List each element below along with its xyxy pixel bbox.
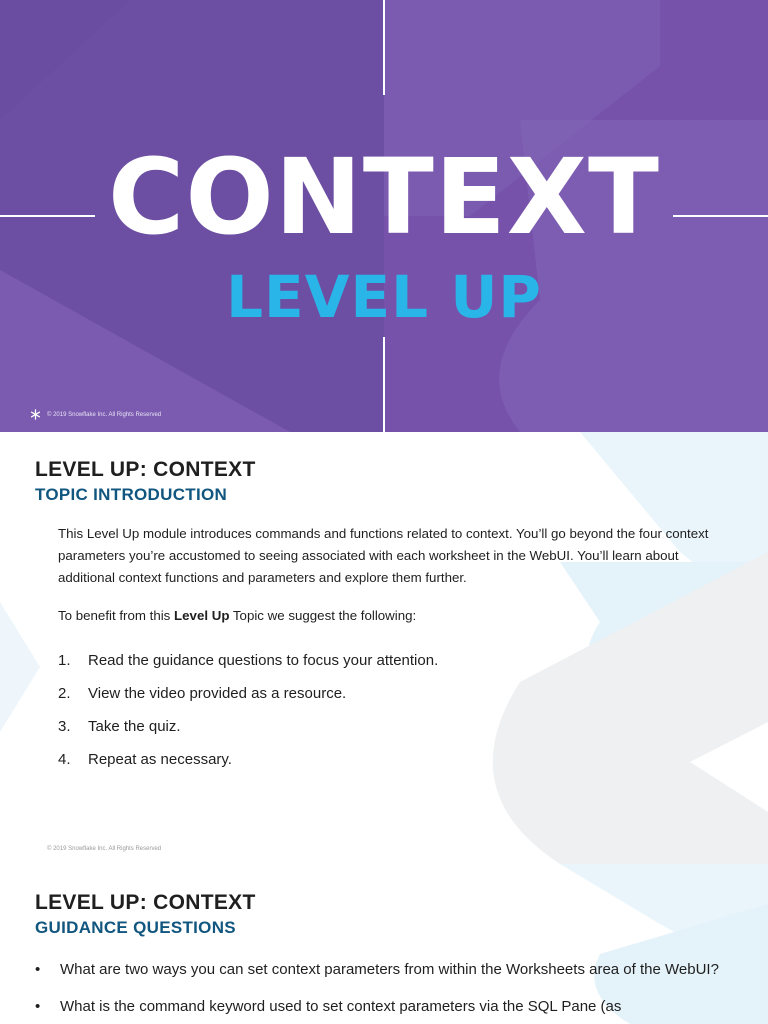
slide-footer	[30, 409, 161, 420]
suggestion-line	[58, 605, 718, 627]
copyright-text: © 2019 Snowflake Inc. All Rights Reserved	[47, 411, 162, 418]
list-item	[58, 685, 438, 718]
step-text: Repeat as necessary.	[88, 751, 232, 768]
slide-subheading: GUIDANCE QUESTIONS	[35, 918, 236, 937]
step-number: 2.	[58, 685, 71, 702]
copyright-text: © 2019 Snowflake Inc. All Rights Reserved	[47, 846, 162, 852]
intro-paragraph: This Level Up module introduces commands and functions related to context. You’ll go beyond the four context parameters you’re accustomed to seeing associated with each worksheet in the WebUI. You’ll learn about additional context functions and parameters and explore them further.	[58, 526, 709, 585]
step-number: 3.	[58, 718, 71, 735]
list-item	[58, 652, 438, 685]
slide-subtitle: LEVEL UP	[226, 263, 542, 331]
guidance-list	[35, 958, 725, 1024]
list-item	[58, 751, 438, 784]
step-number: 4.	[58, 751, 71, 768]
step-text: Read the guidance questions to focus your attention.	[88, 652, 439, 669]
bg-top-left-wedge	[0, 0, 130, 120]
guidance-slide	[0, 864, 768, 1024]
title-slide	[0, 0, 768, 432]
slide-title: CONTEXT	[108, 136, 660, 258]
suggestion-text-start: To benefit from this	[58, 608, 175, 623]
list-item	[58, 718, 438, 751]
suggestion-bold: Level Up	[174, 608, 230, 623]
bullet-icon: •	[35, 961, 41, 978]
step-number: 1.	[58, 652, 71, 669]
bg-left-chevron	[0, 602, 40, 732]
slide-heading: LEVEL UP: CONTEXT	[35, 458, 256, 481]
slide-heading: LEVEL UP: CONTEXT	[35, 891, 256, 914]
slide-subheading: TOPIC INTRODUCTION	[35, 485, 228, 504]
question-text: What is the command keyword used to set context parameters via the SQL Pane (as	[60, 998, 622, 1015]
step-text: View the video provided as a resource.	[88, 685, 347, 702]
list-item	[35, 995, 725, 1018]
suggestion-text-end: Topic we suggest the following:	[229, 608, 417, 623]
steps-list	[58, 652, 438, 784]
question-text: What are two ways you can set context parameters from within the Worksheets area of the WebUI?	[60, 961, 719, 978]
step-text: Take the quiz.	[88, 718, 181, 735]
snowflake-logo-icon	[30, 409, 41, 420]
list-item	[35, 958, 725, 981]
intro-slide	[0, 432, 768, 864]
bullet-icon: •	[35, 998, 41, 1015]
